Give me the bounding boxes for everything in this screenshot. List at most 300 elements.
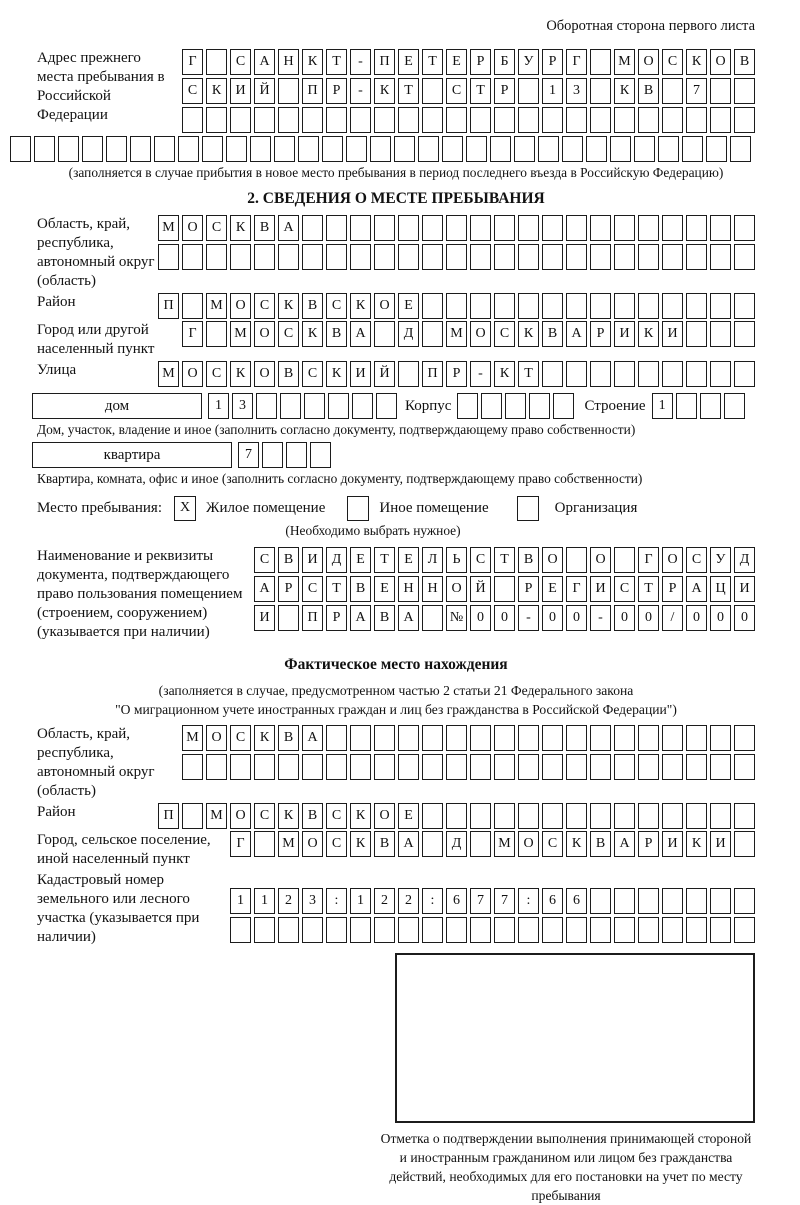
char-cell bbox=[566, 244, 587, 270]
char-cell: В bbox=[278, 361, 299, 387]
char-cell bbox=[734, 831, 755, 857]
char-cell: П bbox=[158, 293, 179, 319]
char-cell bbox=[350, 754, 371, 780]
char-cell bbox=[662, 917, 683, 943]
char-cell bbox=[470, 293, 491, 319]
char-cell bbox=[374, 215, 395, 241]
char-cell: О bbox=[254, 321, 275, 347]
char-cell bbox=[256, 393, 277, 419]
char-cell: С bbox=[230, 49, 251, 75]
region-label: Область, край, республика, автономный округ (область) bbox=[37, 216, 155, 289]
house-line bbox=[32, 393, 755, 419]
char-cell bbox=[638, 803, 659, 829]
char-cell: С bbox=[182, 78, 203, 104]
char-cell: 3 bbox=[566, 78, 587, 104]
char-cell bbox=[590, 917, 611, 943]
char-cell bbox=[538, 136, 559, 162]
char-cell: Р bbox=[278, 576, 299, 602]
char-cell bbox=[254, 831, 275, 857]
char-cell bbox=[106, 136, 127, 162]
char-cell bbox=[734, 803, 755, 829]
char-cell: М bbox=[230, 321, 251, 347]
char-cell bbox=[614, 803, 635, 829]
char-cell: 3 bbox=[232, 393, 253, 419]
char-cell bbox=[254, 917, 275, 943]
char-cell bbox=[298, 136, 319, 162]
char-cell: Д bbox=[446, 831, 467, 857]
char-cell: 2 bbox=[278, 888, 299, 914]
char-cell bbox=[302, 107, 323, 133]
char-cell: К bbox=[686, 49, 707, 75]
char-cell bbox=[590, 293, 611, 319]
char-cell bbox=[422, 725, 443, 751]
char-cell bbox=[686, 293, 707, 319]
char-cell bbox=[590, 803, 611, 829]
prev-address-label: Адрес прежнего места пребывания в Российской Федерации bbox=[37, 50, 165, 123]
char-cell bbox=[374, 754, 395, 780]
char-cell: И bbox=[662, 321, 683, 347]
char-cell: Р bbox=[494, 78, 515, 104]
char-cell: 7 bbox=[238, 442, 259, 468]
char-cell bbox=[542, 293, 563, 319]
char-cell bbox=[518, 725, 539, 751]
char-cell bbox=[662, 803, 683, 829]
char-cell: К bbox=[206, 78, 227, 104]
char-cell bbox=[470, 754, 491, 780]
char-cell: 6 bbox=[542, 888, 563, 914]
char-cell: Е bbox=[350, 547, 371, 573]
char-cell: С bbox=[278, 321, 299, 347]
char-cell bbox=[566, 917, 587, 943]
char-cell: Г bbox=[182, 321, 203, 347]
char-cell bbox=[710, 293, 731, 319]
actual-location-note-2: "О миграционном учете иностранных граждан и лиц без гражданства в Российской Федерации") bbox=[115, 702, 677, 717]
char-cell: К bbox=[494, 361, 515, 387]
char-cell bbox=[82, 136, 103, 162]
stay-option-other-checkbox bbox=[347, 496, 369, 521]
char-cell bbox=[614, 917, 635, 943]
char-cell bbox=[422, 107, 443, 133]
char-cell bbox=[376, 393, 397, 419]
char-cell: Н bbox=[278, 49, 299, 75]
char-cell: А bbox=[302, 725, 323, 751]
char-cell bbox=[446, 215, 467, 241]
char-cell bbox=[734, 215, 755, 241]
char-cell: О bbox=[710, 49, 731, 75]
char-cell: В bbox=[302, 293, 323, 319]
char-cell bbox=[710, 321, 731, 347]
char-cell: Т bbox=[494, 547, 515, 573]
char-cell: В bbox=[326, 321, 347, 347]
char-cell bbox=[706, 136, 727, 162]
char-cell bbox=[302, 215, 323, 241]
char-cell bbox=[422, 78, 443, 104]
char-cell: С bbox=[326, 293, 347, 319]
char-cell bbox=[254, 754, 275, 780]
char-cell: С bbox=[254, 293, 275, 319]
char-cell: К bbox=[230, 361, 251, 387]
char-cell: С bbox=[446, 78, 467, 104]
char-cell: К bbox=[230, 215, 251, 241]
char-cell: О bbox=[638, 49, 659, 75]
char-cell bbox=[734, 888, 755, 914]
char-cell bbox=[350, 917, 371, 943]
char-cell bbox=[422, 917, 443, 943]
char-cell bbox=[494, 576, 515, 602]
char-cell bbox=[710, 803, 731, 829]
char-cell bbox=[710, 78, 731, 104]
char-cell: К bbox=[686, 831, 707, 857]
char-cell: 0 bbox=[638, 605, 659, 631]
char-cell bbox=[286, 442, 307, 468]
char-cell: К bbox=[350, 803, 371, 829]
char-cell: 0 bbox=[566, 605, 587, 631]
char-cell bbox=[182, 107, 203, 133]
char-cell bbox=[182, 754, 203, 780]
char-cell bbox=[350, 725, 371, 751]
actual-location-note-1: (заполняется в случае, предусмотренном частью 2 статьи 21 Федерального закона bbox=[158, 683, 634, 698]
korpus-row bbox=[457, 393, 574, 419]
char-cell bbox=[518, 244, 539, 270]
char-cell: 0 bbox=[542, 605, 563, 631]
char-cell bbox=[302, 244, 323, 270]
street-line bbox=[37, 361, 755, 387]
prev-address-block bbox=[37, 49, 755, 133]
char-cell bbox=[610, 136, 631, 162]
char-cell bbox=[614, 754, 635, 780]
char-cell bbox=[494, 107, 515, 133]
stroenie-row bbox=[652, 393, 745, 419]
stroenie-label: Строение bbox=[584, 398, 646, 414]
cadastral-row-2 bbox=[230, 917, 755, 943]
char-cell bbox=[398, 754, 419, 780]
char-cell bbox=[470, 725, 491, 751]
char-cell: № bbox=[446, 605, 467, 631]
char-cell bbox=[634, 136, 655, 162]
char-cell bbox=[590, 361, 611, 387]
char-cell bbox=[446, 754, 467, 780]
char-cell: Г bbox=[566, 576, 587, 602]
char-cell bbox=[398, 107, 419, 133]
char-cell: С bbox=[614, 576, 635, 602]
char-cell: К bbox=[326, 361, 347, 387]
char-cell: Н bbox=[398, 576, 419, 602]
char-cell bbox=[590, 244, 611, 270]
char-cell: У bbox=[518, 49, 539, 75]
stay-option-other-label: Иное помещение bbox=[379, 500, 489, 516]
char-cell: С bbox=[662, 49, 683, 75]
char-cell bbox=[470, 215, 491, 241]
char-cell bbox=[490, 136, 511, 162]
char-cell: И bbox=[302, 547, 323, 573]
char-cell bbox=[686, 803, 707, 829]
char-cell bbox=[638, 107, 659, 133]
char-cell bbox=[494, 725, 515, 751]
char-cell: Й bbox=[470, 576, 491, 602]
char-cell: А bbox=[614, 831, 635, 857]
char-cell bbox=[374, 321, 395, 347]
char-cell bbox=[254, 107, 275, 133]
actual-city-line bbox=[37, 831, 755, 869]
char-cell: 0 bbox=[470, 605, 491, 631]
char-cell bbox=[422, 244, 443, 270]
char-cell: В bbox=[278, 725, 299, 751]
char-cell bbox=[278, 78, 299, 104]
char-cell bbox=[446, 725, 467, 751]
char-cell bbox=[422, 803, 443, 829]
char-cell bbox=[566, 725, 587, 751]
char-cell bbox=[566, 293, 587, 319]
char-cell: А bbox=[278, 215, 299, 241]
stay-option-residential-label: Жилое помещение bbox=[206, 500, 326, 516]
char-cell bbox=[686, 888, 707, 914]
char-cell bbox=[710, 917, 731, 943]
char-cell bbox=[734, 917, 755, 943]
char-cell: 0 bbox=[686, 605, 707, 631]
char-cell bbox=[542, 754, 563, 780]
region-row-1 bbox=[158, 215, 755, 241]
char-cell bbox=[734, 244, 755, 270]
region-rows bbox=[158, 215, 755, 270]
char-cell bbox=[494, 917, 515, 943]
char-cell: Т bbox=[638, 576, 659, 602]
char-cell bbox=[442, 136, 463, 162]
char-cell: К bbox=[518, 321, 539, 347]
district-row bbox=[158, 293, 755, 319]
char-cell bbox=[470, 803, 491, 829]
char-cell: Р bbox=[662, 576, 683, 602]
char-cell: : bbox=[518, 888, 539, 914]
char-cell: С bbox=[254, 803, 275, 829]
char-cell bbox=[350, 215, 371, 241]
char-cell: И bbox=[734, 576, 755, 602]
char-cell bbox=[182, 293, 203, 319]
char-cell bbox=[614, 888, 635, 914]
char-cell bbox=[662, 361, 683, 387]
char-cell bbox=[662, 725, 683, 751]
char-cell bbox=[494, 754, 515, 780]
char-cell: С bbox=[686, 547, 707, 573]
house-caption: Дом, участок, владение и иное (заполнить согласно документу, подтверждающему право собственности) bbox=[37, 422, 636, 437]
char-cell bbox=[614, 215, 635, 241]
char-cell bbox=[734, 754, 755, 780]
char-cell bbox=[446, 917, 467, 943]
char-cell bbox=[662, 107, 683, 133]
char-cell bbox=[638, 244, 659, 270]
char-cell bbox=[470, 917, 491, 943]
house-number-row bbox=[208, 393, 397, 419]
actual-region-row-2 bbox=[182, 754, 755, 780]
char-cell: 3 bbox=[302, 888, 323, 914]
char-cell: А bbox=[686, 576, 707, 602]
char-cell bbox=[734, 78, 755, 104]
char-cell bbox=[230, 244, 251, 270]
char-cell bbox=[310, 442, 331, 468]
char-cell: К bbox=[350, 831, 371, 857]
house-field-label: дом bbox=[32, 393, 202, 419]
char-cell: Ц bbox=[710, 576, 731, 602]
prev-address-row-2 bbox=[182, 78, 755, 104]
char-cell: 7 bbox=[494, 888, 515, 914]
actual-region-row-1 bbox=[182, 725, 755, 751]
char-cell: О bbox=[518, 831, 539, 857]
char-cell: К bbox=[614, 78, 635, 104]
stay-option-organization-checkbox bbox=[517, 496, 539, 521]
char-cell bbox=[638, 293, 659, 319]
char-cell bbox=[658, 136, 679, 162]
document-line bbox=[37, 547, 755, 642]
char-cell bbox=[518, 803, 539, 829]
char-cell: А bbox=[254, 576, 275, 602]
char-cell bbox=[494, 803, 515, 829]
char-cell bbox=[734, 321, 755, 347]
char-cell bbox=[346, 136, 367, 162]
char-cell bbox=[566, 547, 587, 573]
char-cell bbox=[710, 107, 731, 133]
char-cell bbox=[566, 803, 587, 829]
char-cell: - bbox=[470, 361, 491, 387]
char-cell bbox=[457, 393, 478, 419]
char-cell bbox=[278, 107, 299, 133]
char-cell bbox=[518, 917, 539, 943]
char-cell: В bbox=[734, 49, 755, 75]
char-cell: К bbox=[278, 293, 299, 319]
actual-district-line bbox=[37, 803, 755, 829]
char-cell: Р bbox=[518, 576, 539, 602]
char-cell: К bbox=[350, 293, 371, 319]
char-cell bbox=[326, 107, 347, 133]
stamp-area bbox=[377, 953, 755, 1205]
char-cell bbox=[398, 244, 419, 270]
char-cell: С bbox=[326, 831, 347, 857]
char-cell: : bbox=[326, 888, 347, 914]
char-cell: С bbox=[206, 361, 227, 387]
char-cell bbox=[350, 107, 371, 133]
char-cell: 6 bbox=[446, 888, 467, 914]
stamp-box bbox=[395, 953, 755, 1123]
char-cell: Й bbox=[254, 78, 275, 104]
char-cell bbox=[446, 107, 467, 133]
actual-district-row bbox=[158, 803, 755, 829]
char-cell: О bbox=[254, 361, 275, 387]
char-cell: Д bbox=[734, 547, 755, 573]
char-cell: А bbox=[398, 831, 419, 857]
document-rows bbox=[254, 547, 755, 631]
char-cell bbox=[682, 136, 703, 162]
stay-option-residential-checkbox: X bbox=[174, 496, 196, 521]
char-cell: С bbox=[494, 321, 515, 347]
char-cell bbox=[734, 293, 755, 319]
actual-region-rows bbox=[182, 725, 755, 780]
char-cell bbox=[398, 215, 419, 241]
char-cell bbox=[638, 215, 659, 241]
char-cell bbox=[710, 244, 731, 270]
char-cell: - bbox=[350, 78, 371, 104]
char-cell: Т bbox=[422, 49, 443, 75]
char-cell: 0 bbox=[494, 605, 515, 631]
char-cell bbox=[638, 725, 659, 751]
char-cell: Р bbox=[326, 78, 347, 104]
char-cell bbox=[686, 215, 707, 241]
actual-city-label: Город, сельское поселение, иной населенный пункт bbox=[37, 832, 211, 867]
char-cell bbox=[202, 136, 223, 162]
char-cell bbox=[250, 136, 271, 162]
char-cell bbox=[734, 361, 755, 387]
char-cell bbox=[470, 831, 491, 857]
char-cell: М bbox=[446, 321, 467, 347]
char-cell bbox=[542, 244, 563, 270]
char-cell: 1 bbox=[542, 78, 563, 104]
char-cell bbox=[562, 136, 583, 162]
char-cell: О bbox=[470, 321, 491, 347]
apartment-line bbox=[32, 442, 755, 468]
char-cell bbox=[481, 393, 502, 419]
char-cell bbox=[230, 107, 251, 133]
char-cell bbox=[542, 917, 563, 943]
char-cell: К bbox=[254, 725, 275, 751]
char-cell: 1 bbox=[230, 888, 251, 914]
char-cell: Г bbox=[230, 831, 251, 857]
char-cell bbox=[662, 215, 683, 241]
char-cell bbox=[418, 136, 439, 162]
char-cell bbox=[302, 754, 323, 780]
char-cell: О bbox=[590, 547, 611, 573]
street-label: Улица bbox=[37, 362, 77, 378]
actual-region-label: Область, край, республика, автономный округ (область) bbox=[37, 726, 155, 799]
stay-type-line bbox=[37, 495, 755, 521]
char-cell bbox=[322, 136, 343, 162]
char-cell bbox=[446, 293, 467, 319]
document-row-3 bbox=[254, 605, 755, 631]
char-cell: 1 bbox=[350, 888, 371, 914]
district-label: Район bbox=[37, 294, 76, 310]
char-cell bbox=[302, 917, 323, 943]
char-cell: В bbox=[374, 605, 395, 631]
char-cell bbox=[422, 215, 443, 241]
char-cell bbox=[566, 361, 587, 387]
apartment-number-row bbox=[238, 442, 331, 468]
document-label: Наименование и реквизиты документа, подтверждающего право пользования помещением (строением, сооружением) (указывается при наличии) bbox=[37, 548, 243, 640]
char-cell: В bbox=[350, 576, 371, 602]
char-cell: Т bbox=[326, 576, 347, 602]
char-cell: 0 bbox=[710, 605, 731, 631]
char-cell bbox=[590, 107, 611, 133]
char-cell bbox=[254, 244, 275, 270]
char-cell: М bbox=[206, 803, 227, 829]
char-cell bbox=[422, 321, 443, 347]
char-cell bbox=[614, 244, 635, 270]
cadastral-row-1 bbox=[230, 888, 755, 914]
char-cell bbox=[686, 361, 707, 387]
char-cell bbox=[130, 136, 151, 162]
char-cell bbox=[158, 244, 179, 270]
char-cell bbox=[586, 136, 607, 162]
char-cell: К bbox=[302, 321, 323, 347]
char-cell: И bbox=[230, 78, 251, 104]
char-cell bbox=[662, 754, 683, 780]
char-cell bbox=[262, 442, 283, 468]
char-cell: П bbox=[374, 49, 395, 75]
char-cell: Е bbox=[446, 49, 467, 75]
char-cell: О bbox=[374, 293, 395, 319]
char-cell bbox=[398, 361, 419, 387]
char-cell: / bbox=[662, 605, 683, 631]
char-cell bbox=[326, 917, 347, 943]
char-cell bbox=[542, 107, 563, 133]
char-cell bbox=[206, 107, 227, 133]
char-cell: Ь bbox=[446, 547, 467, 573]
char-cell: К bbox=[302, 49, 323, 75]
